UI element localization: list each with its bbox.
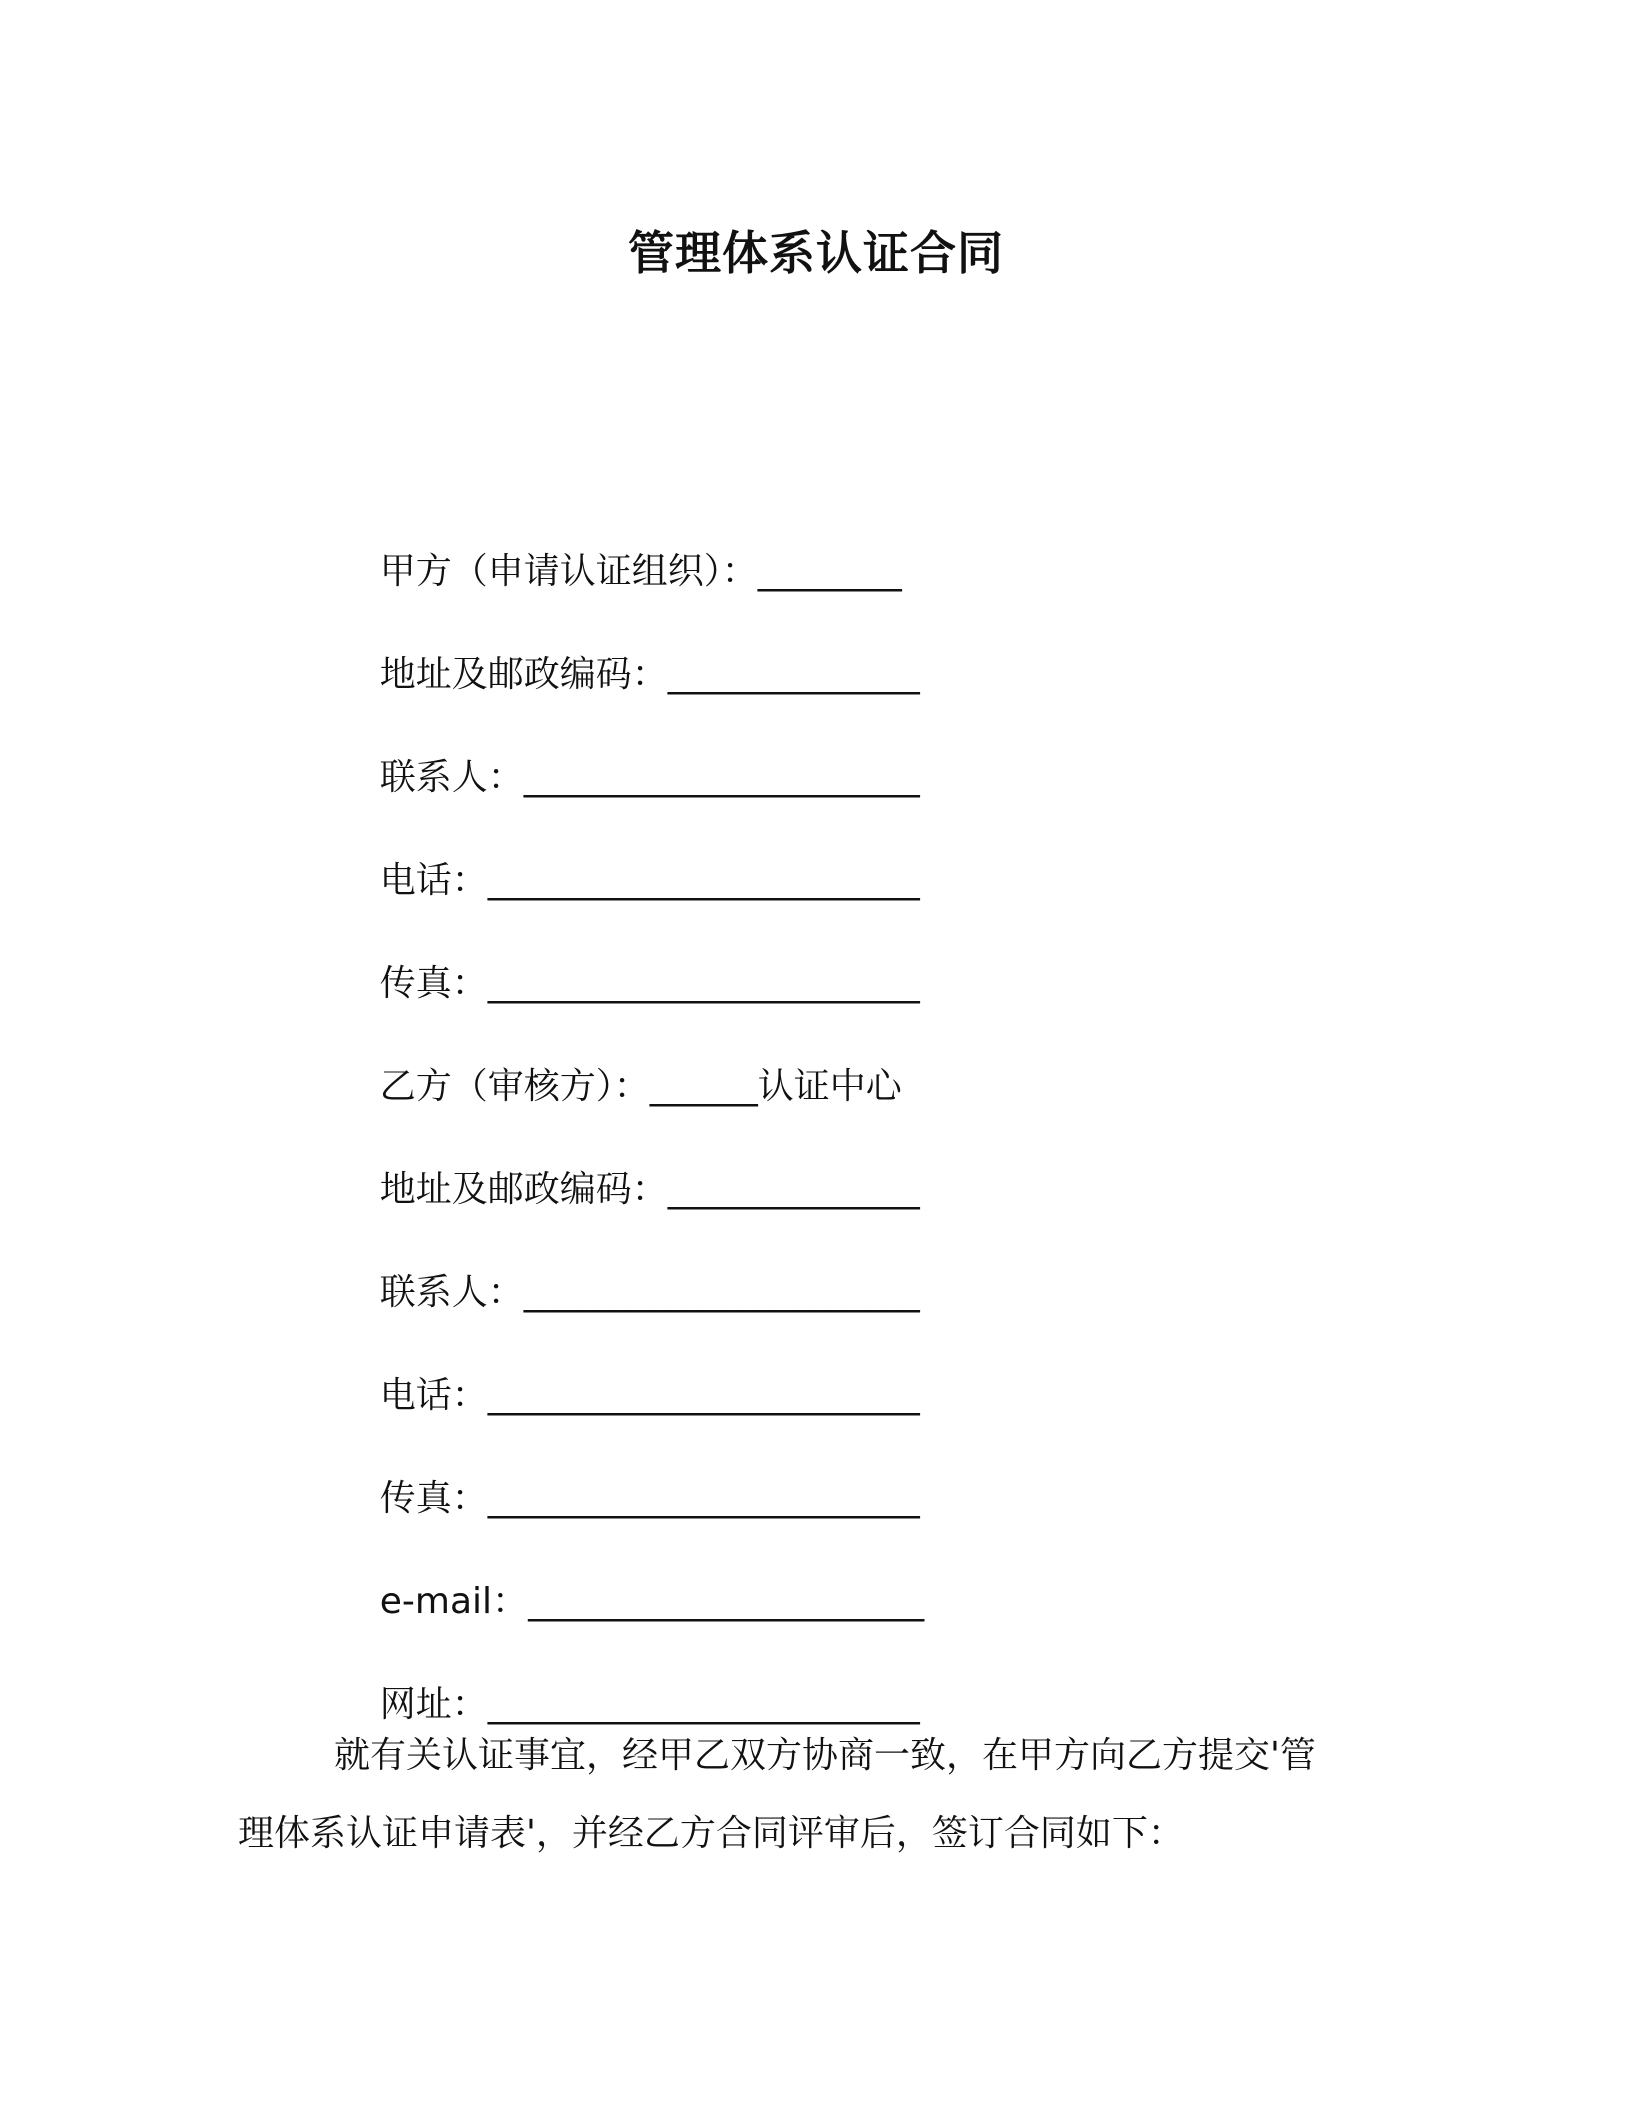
party-b-address-label: 地址及邮政编码： (379, 1169, 668, 1210)
intro-paragraph-line-1: 就有关认证事宜，经甲乙双方协商一致，在甲方向乙方提交'管 (334, 1735, 1316, 1776)
party-b-name-label: 乙方（审核方）： (379, 1066, 650, 1107)
party-b-website-label: 网址： (379, 1684, 488, 1725)
party-a-address-blank: ______________ (667, 654, 920, 695)
party-a-contact-blank: ______________________ (523, 757, 920, 798)
party-a-contact-label: 联系人： (379, 757, 524, 798)
party-b-email-blank: ______________________ (528, 1581, 925, 1622)
intro-paragraph-line-2: 理体系认证申请表'，并经乙方合同评审后，签订合同如下： (238, 1813, 1184, 1854)
party-b-name-suffix: 认证中心 (757, 1066, 902, 1107)
party-a-fax-label: 传真： (379, 963, 488, 1004)
party-a-address-label: 地址及邮政编码： (379, 654, 668, 695)
party-b-fax-label: 传真： (379, 1478, 488, 1519)
party-b-fax-blank: ________________________ (487, 1478, 920, 1519)
party-a-fax-blank: ________________________ (487, 963, 920, 1004)
document-title: 管理体系认证合同 (628, 226, 1004, 280)
party-b-contact-label: 联系人： (379, 1272, 524, 1313)
party-b-address-blank: ______________ (667, 1169, 920, 1210)
party-a-name-label: 甲方（申请认证组织）： (379, 551, 758, 592)
party-a-name-blank: ________ (757, 551, 902, 592)
party-a-phone-blank: ________________________ (487, 860, 920, 901)
party-a-phone-label: 电话： (379, 860, 488, 901)
party-b-email-label: e-mail： (379, 1581, 529, 1622)
party-b-phone-blank: ________________________ (487, 1375, 920, 1416)
party-b-contact-blank: ______________________ (523, 1272, 920, 1313)
party-b-website-blank: ________________________ (487, 1684, 920, 1725)
party-b-name-blank: ______ (649, 1066, 758, 1107)
party-b-phone-label: 电话： (379, 1375, 488, 1416)
